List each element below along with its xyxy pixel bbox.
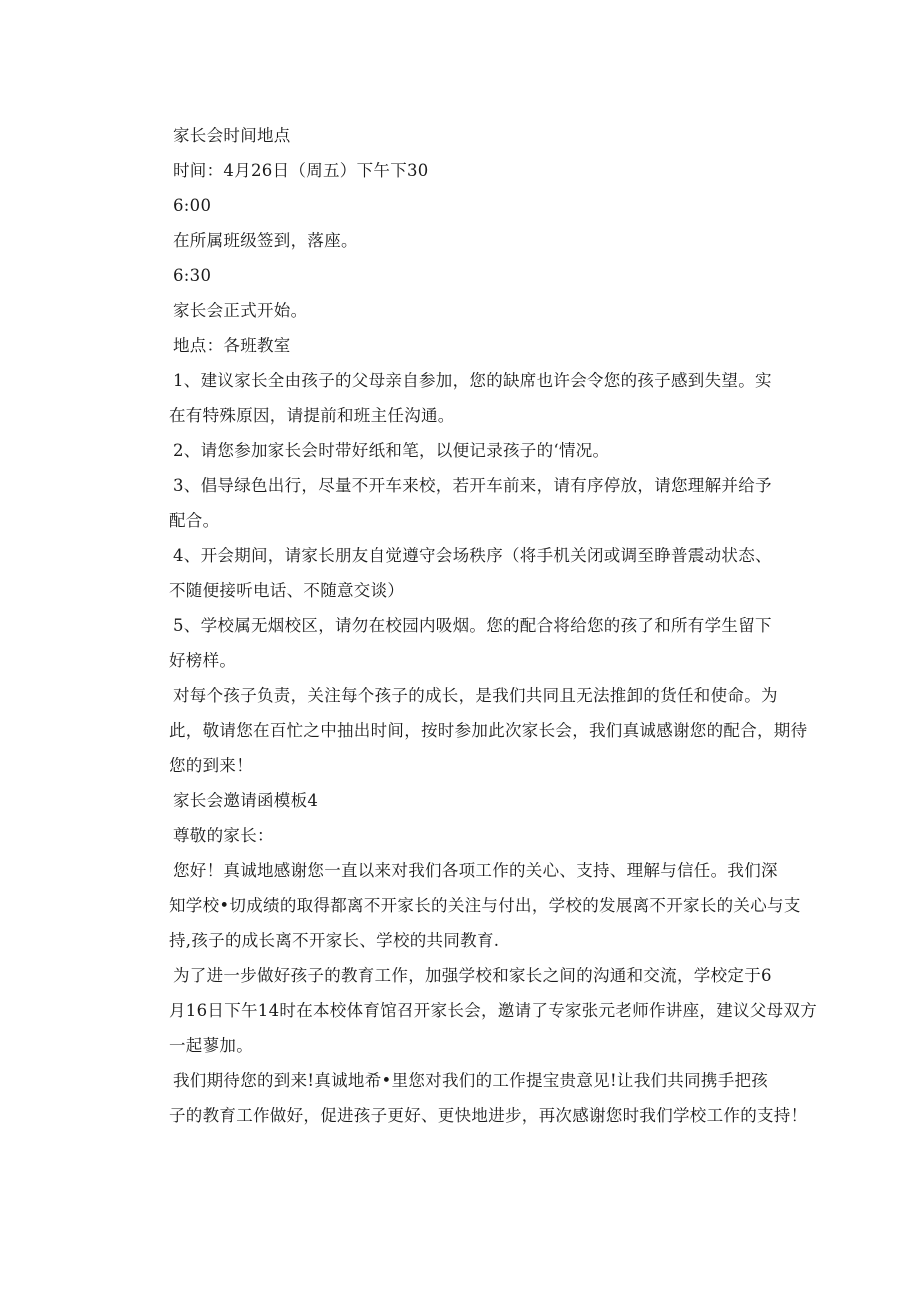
letter-p2-line-1: 为了进一步做好孩子的教育工作，加强学校和家长之间的沟通和交流，学校定于6: [173, 966, 772, 985]
letter-paragraph-3: [169, 1063, 808, 1133]
letter-p2-line-2: 月16日下午14时在本校体育馆召开家长会，邀请了专家张元老师作讲座，建议父母双方: [169, 1001, 817, 1020]
letter-p1-line-2: 知学校•切成绩的取得都离不开家长的关注与付出，学校的发展离不开家长的关心与支: [169, 896, 801, 915]
schedule-signin: 在所属班级签到，落座。: [173, 231, 358, 250]
letter-paragraph-2: [169, 958, 817, 1063]
notice-item-5-line-1: 5、学校属无烟校区，请勿在校园内吸烟。您的配合将给您的孩了和所有学生留下: [173, 616, 772, 635]
meeting-place: 地点：各班教室: [173, 336, 291, 355]
closing-paragraph: [169, 678, 808, 783]
section-heading-time-place: 家长会时间地点: [173, 126, 291, 145]
letter-p1-line-3: 持,孩子的成长离不开家长、学校的共同教育.: [169, 931, 500, 950]
letter-p1-line-1: 您好！真诚地感谢您一直以来对我们各项工作的关心、支持、理解与信任。我们深: [173, 861, 778, 880]
letter-p3-line-2: 子的教育工作做好，促进孩子更好、更快地进步，再次感谢您时我们学校工作的支持！: [169, 1106, 808, 1125]
notice-item-5-line-2: 好榜样。: [169, 651, 237, 670]
letter-p2-line-3: 一起蓼加。: [169, 1036, 253, 1055]
template-4-title: 家长会邀请函模板4: [173, 791, 319, 810]
notice-item-2-line-1: 2、请您参加家长会时带好纸和笔，以便记录孩子的‘情况。: [173, 441, 610, 460]
notice-item-4: [169, 538, 785, 608]
notice-item-5: [169, 608, 785, 678]
letter-paragraph-1: [169, 853, 801, 958]
schedule-start: 家长会正式开始。: [173, 301, 308, 320]
notice-item-1-line-1: 1、建议家长全由孩子的父母亲自参加，您的缺席也许会令您的孩子感到失望。实: [173, 371, 772, 390]
document-body: [169, 118, 817, 1133]
notice-item-4-line-2: 不随便接听电话、不随意交谈）: [169, 581, 405, 600]
closing-line-1: 对每个孩子负责，关注每个孩子的成长，是我们共同且无法推卸的货任和使命。为: [173, 686, 778, 705]
closing-line-2: 此，敬请您在百忙之中抽出时间，按时参加此次家长会，我们真诚感谢您的配合，期待: [169, 721, 808, 740]
meeting-time: 时间：4月26日（周五）下午下30: [173, 161, 429, 180]
letter-p3-line-1: 我们期待您的到来!真诚地希•里您对我们的工作提宝贵意见!让我们共同携手把孩: [173, 1071, 769, 1090]
notice-item-3-line-2: 配合。: [169, 511, 220, 530]
notice-item-4-line-1: 4、开会期间，请家长朋友自觉遵守会场秩序（将手机关闭或调至睁普震动状态、: [173, 546, 772, 565]
closing-line-3: 您的到来！: [169, 756, 253, 775]
notice-item-3: [169, 468, 785, 538]
notice-item-3-line-1: 3、倡导绿色出行，尽量不开车来校，若开车前来，请有序停放，请您理解并给予: [173, 476, 772, 495]
notice-item-1-line-2: 在有特殊原因，请提前和班主任沟通。: [169, 406, 455, 425]
notice-item-1: [169, 363, 785, 433]
schedule-time-630: 6:30: [173, 266, 212, 285]
salutation: 尊敬的家长：: [173, 826, 274, 845]
schedule-time-600: 6:00: [173, 196, 212, 215]
notice-item-2: [173, 433, 785, 468]
